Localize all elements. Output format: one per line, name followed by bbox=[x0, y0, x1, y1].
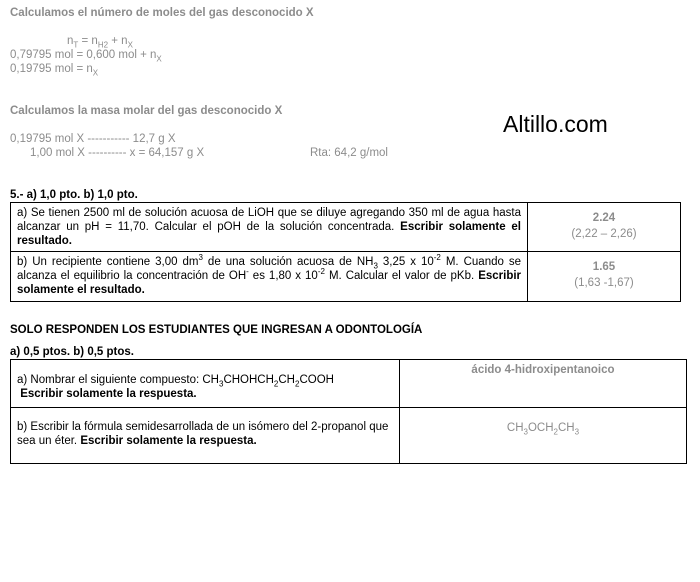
odontologia-points: a) 0,5 ptos. b) 0,5 ptos. bbox=[10, 346, 134, 358]
moles-equation-1: $n_T = n_{H2} + n_X$ bbox=[67, 35, 133, 50]
molar-mass-line-1: 0,19795 mol X ----------- 12,7 g X bbox=[10, 133, 176, 145]
molar-mass-result: Rta: 64,2 g/mol bbox=[310, 147, 388, 159]
q5-title: 5.- a) 1,0 pto. b) 1,0 pto. bbox=[10, 189, 138, 201]
odontologia-heading: SOLO RESPONDEN LOS ESTUDIANTES QUE INGRESAN A ODONTOLOGÍA bbox=[10, 324, 423, 336]
q5a-answer-cell bbox=[528, 203, 681, 252]
table-row bbox=[11, 252, 681, 302]
q5-table bbox=[10, 202, 681, 302]
odontologia-a-answer: ácido 4-hidroxipentanoico bbox=[400, 360, 687, 408]
q5b-answer: 1.65 bbox=[592, 261, 616, 273]
table-row bbox=[11, 408, 687, 464]
q5a-range: (2,22 – 2,26) bbox=[571, 228, 637, 240]
odontologia-b-question: b) Escribir la fórmula semidesarrollada de un isómero del 2-propanol que sea un éter. Escribir solamente la respuesta. bbox=[11, 408, 400, 464]
table-row bbox=[11, 360, 687, 408]
q5b-range: (1,63 -1,67) bbox=[574, 277, 634, 289]
molar-mass-line-2: 1,00 mol X ---------- x = 64,157 g X bbox=[30, 147, 205, 159]
moles-equation-2: 0,79795 mol = 0,600 mol + $n_X$ bbox=[10, 49, 162, 64]
odontologia-a-question: a) Nombrar el siguiente compuesto: $CH_3CHOHCH_2CH_2COOH$ Escribir solamente la respuesta. bbox=[11, 360, 400, 408]
moles-equation-3: 0,19795 mol = $n_X$ bbox=[10, 63, 99, 78]
moles-heading: Calculamos el número de moles del gas desconocido X bbox=[10, 7, 314, 19]
table-row bbox=[11, 203, 681, 252]
watermark-logo: Altillo.com bbox=[503, 111, 608, 137]
odontologia-b-answer: $CH_3OCH_2CH_3$ bbox=[400, 408, 687, 464]
q5a-answer: 2.24 bbox=[592, 212, 616, 224]
odontologia-table bbox=[10, 359, 687, 464]
q5b-answer-cell bbox=[528, 252, 681, 302]
molar-mass-heading: Calculamos la masa molar del gas desconocido X bbox=[10, 105, 283, 117]
q5b-question: b) Un recipiente contiene 3,00 $dm^3$ de una solución acuosa de $NH_3$ 3,25 x $10^{-2}$ M. Cuando se alcanza el equilibrio la concentración de OH- es 1,80 x $10^{-2}$ M. Calcular el valor de pKb. Escribir solamente el resultado. bbox=[11, 252, 528, 302]
q5a-question: a) Se tienen 2500 ml de solución acuosa de LiOH que se diluye agregando 350 ml de agua hasta alcanzar un pH = 11,70. Calcular el pOH de la solución concentrada. Escribir solamente el resultado. bbox=[11, 203, 528, 252]
